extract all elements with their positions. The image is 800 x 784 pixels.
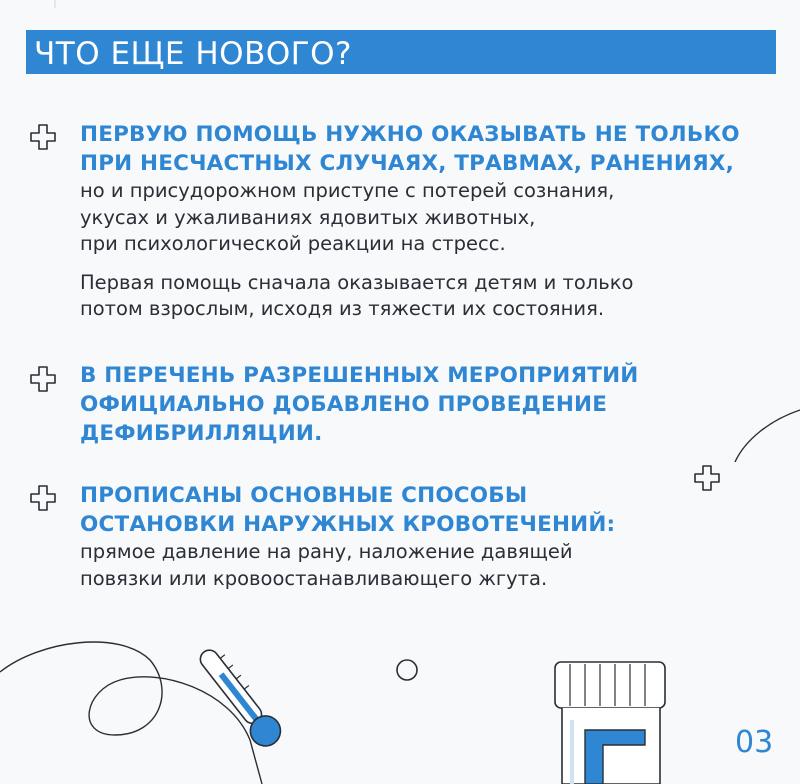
section-heading-line: ОФИЦИАЛЬНО ДОБАВЛЕНО ПРОВЕДЕНИЕ [80, 392, 608, 417]
page-number: 03 [735, 725, 774, 760]
section-body-line: потом взрослым, исходя из тяжести их состояния. [80, 297, 605, 320]
section-body-line: укусах и ужаливаниях ядовитых животных, [80, 205, 536, 229]
section-defibrillation [80, 361, 780, 448]
section-heading-line: ДЕФИБРИЛЛЯЦИИ. [80, 421, 323, 446]
section-body-line: Первая помощь сначала оказывается детям и только [80, 270, 634, 294]
section-heading-line: ОСТАНОВКИ НАРУЖНЫХ КРОВОТЕЧЕНИЙ: [80, 512, 616, 537]
page-title: ЧТО ЕЩЕ НОВОГО? [34, 36, 353, 72]
section-heading-line: ПРИ НЕСЧАСТНЫХ СЛУЧАЯХ, ТРАВМАХ, РАНЕНИЯХ, [80, 151, 734, 176]
section-body-line: при психологической реакции на стресс. [80, 232, 506, 255]
section-body-line: прямое давление на рану, наложение давящей [80, 540, 573, 563]
section-body-line: но и присудорожном приступе с потерей сознания, [80, 179, 615, 202]
section-heading-line: ПРОПИСАНЫ ОСНОВНЫЕ СПОСОБЫ [80, 483, 528, 508]
section-first-aid [80, 120, 780, 323]
section-heading-line: ПЕРВУЮ ПОМОЩЬ НУЖНО ОКАЗЫВАТЬ НЕ ТОЛЬКО [80, 122, 740, 147]
section-bleeding [80, 481, 780, 592]
plus-icon [30, 124, 56, 150]
section-heading-line: В ПЕРЕЧЕНЬ РАЗРЕШЕННЫХ МЕРОПРИЯТИЙ [80, 363, 639, 388]
section-body-line: повязки или кровоостанавливающего жгута. [80, 566, 548, 590]
plus-icon [30, 366, 56, 392]
plus-icon [30, 485, 56, 511]
